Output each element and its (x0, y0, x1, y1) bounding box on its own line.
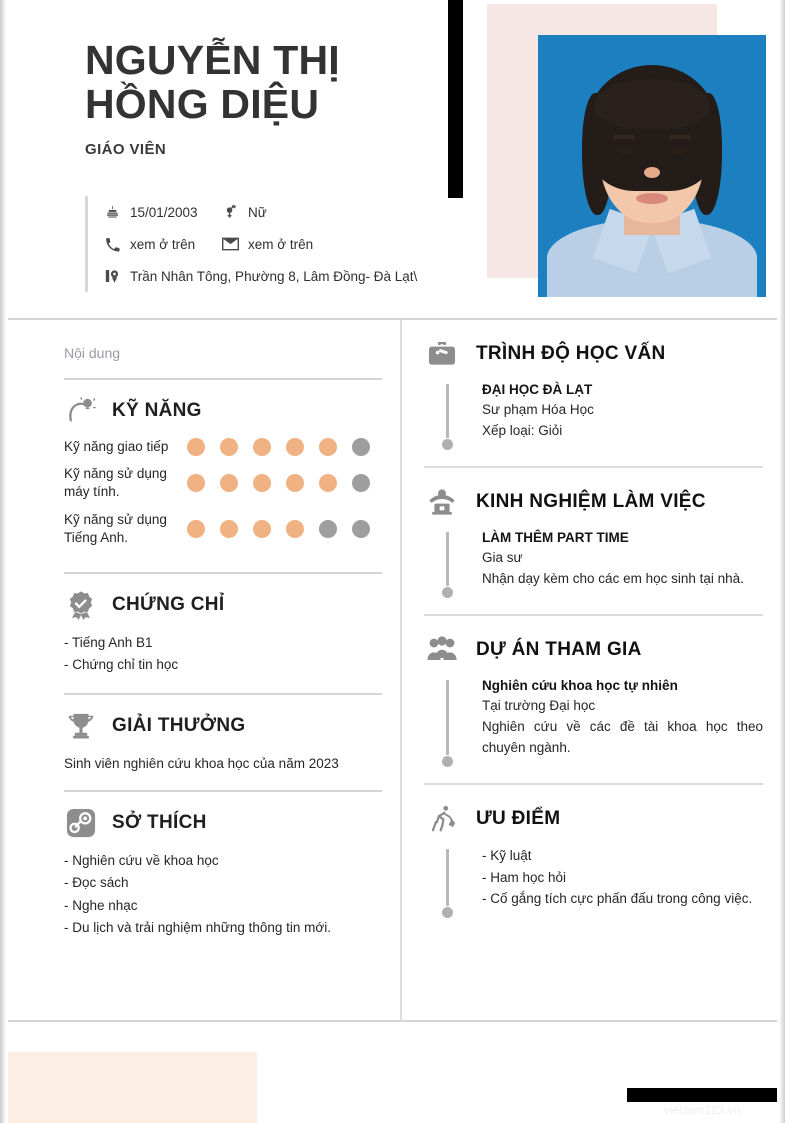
dot-filled (253, 520, 271, 538)
certificate-item: - Chứng chỉ tin học (64, 657, 179, 673)
contact-gender-text: Nữ (248, 204, 267, 220)
skills-list (64, 438, 382, 547)
dot-filled (187, 520, 205, 538)
contact-row-address (101, 260, 445, 292)
dot-filled (220, 474, 238, 492)
hobby-item: - Nghe nhạc (64, 897, 138, 913)
dot-filled (286, 474, 304, 492)
timeline-line (446, 849, 449, 906)
timeline-line (446, 532, 449, 586)
section-certificates (64, 574, 382, 695)
section-hobbies (64, 792, 382, 955)
strengths-list (462, 845, 763, 920)
timeline-dot (442, 587, 453, 598)
dot-empty (352, 438, 370, 456)
dot-filled (253, 474, 271, 492)
experience-position: Gia sư (482, 550, 523, 566)
photo-eye-left (617, 147, 632, 155)
contact-email (219, 237, 313, 252)
education-grade: Xếp loại: Giỏi (482, 423, 563, 439)
awards-title: GIẢI THƯỞNG (112, 714, 246, 736)
section-awards (64, 695, 382, 793)
contact-gender (219, 204, 267, 220)
timeline-line (446, 384, 449, 438)
cv-body (0, 320, 785, 1020)
right-column (400, 320, 785, 1020)
project-description: Nghiên cứu về các đề tài khoa học theo chuyên ngành. (482, 719, 763, 756)
photo-eye-right (672, 147, 687, 155)
project-entry (462, 676, 763, 769)
timeline-rail (438, 845, 462, 920)
gender-icon (219, 204, 241, 220)
education-major: Sư phạm Hóa Học (482, 402, 594, 418)
dot-filled (286, 438, 304, 456)
skill-rating-dots (187, 520, 370, 538)
skill-row (64, 465, 382, 501)
contact-row-birthday-gender (101, 196, 445, 228)
certificates-list (64, 632, 382, 677)
left-column (0, 320, 400, 1020)
project-name: Nghiên cứu khoa học tự nhiên (482, 678, 678, 694)
hobby-item: - Đọc sách (64, 875, 129, 891)
awards-text: Sinh viên nghiên cứu khoa học của năm 2023 (64, 755, 339, 771)
skills-title: KỸ NĂNG (112, 400, 202, 421)
candidate-job-title: GIÁO VIÊN (85, 140, 167, 158)
contact-email-text: xem ở trên (248, 236, 314, 252)
skill-row (64, 438, 382, 456)
dot-filled (319, 438, 337, 456)
dot-empty (352, 520, 370, 538)
hobbies-title: SỞ THÍCH (112, 812, 207, 834)
experience-entry (462, 528, 763, 600)
hobby-item: - Nghiên cứu về khoa học (64, 853, 219, 869)
photo-eyebrow-left (613, 135, 635, 139)
content-placeholder-text: Nội dung (64, 345, 121, 361)
contact-row-phone-email (101, 228, 445, 260)
strength-item: - Kỹ luật (482, 848, 532, 864)
strengths-header (424, 801, 763, 837)
badge-check-icon (64, 588, 98, 622)
candidate-name-line1: NGUYỄN THỊ (85, 37, 340, 83)
dot-filled (187, 438, 205, 456)
skill-rating-dots (187, 438, 370, 456)
dot-filled (319, 474, 337, 492)
head-lightbulb-icon (64, 394, 98, 428)
briefcase-icon (424, 336, 460, 372)
skill-rating-dots (187, 474, 370, 492)
education-header (424, 336, 763, 372)
certificate-item: - Tiếng Anh B1 (64, 635, 153, 651)
dot-filled (220, 438, 238, 456)
contact-address-text: Trần Nhân Tông, Phường 8, Lâm Đồng- Đà Lạt\ (130, 268, 418, 284)
name-block (85, 38, 435, 158)
footer-divider (8, 1020, 777, 1022)
certificates-title: CHỨNG CHỈ (112, 594, 225, 616)
timeline-dot (442, 439, 453, 450)
timeline-line (446, 680, 449, 755)
certificates-header (64, 588, 382, 622)
education-timeline (424, 380, 763, 452)
experience-description: Nhận dạy kèm cho các em học sinh tại nhà. (482, 571, 744, 587)
cake-icon (101, 205, 123, 220)
timeline-rail (438, 676, 462, 769)
people-group-icon (424, 632, 460, 668)
decor-black-bar (448, 0, 463, 198)
project-place: Tại trường Đại học (482, 698, 596, 714)
office-worker-icon (424, 484, 460, 520)
projects-timeline (424, 676, 763, 769)
strength-item: - Cố gắng tích cực phấn đấu trong công việc. (482, 891, 753, 907)
timeline-dot (442, 756, 453, 767)
projects-header (424, 632, 763, 668)
hobbies-list (64, 850, 382, 939)
contact-birthday-text: 15/01/2003 (130, 204, 198, 220)
projects-title: DỰ ÁN THAM GIA (476, 639, 642, 661)
contact-phone (101, 237, 219, 252)
cv-header (0, 0, 785, 318)
dot-filled (253, 438, 271, 456)
dot-filled (220, 520, 238, 538)
experience-header (424, 484, 763, 520)
dot-empty (319, 520, 337, 538)
section-education (424, 320, 763, 468)
education-school: ĐẠI HỌC ĐÀ LẠT (482, 382, 593, 397)
strength-item: - Ham học hỏi (482, 869, 567, 885)
section-projects (424, 616, 763, 785)
decor-peach-rectangle (8, 1052, 257, 1123)
contact-phone-text: xem ở trên (130, 236, 196, 252)
strengths-timeline (424, 845, 763, 920)
skill-row (64, 511, 382, 547)
dot-empty (352, 474, 370, 492)
timeline-rail (438, 380, 462, 452)
education-entry (462, 380, 763, 452)
dot-filled (286, 520, 304, 538)
photo-eyebrow-right (669, 135, 691, 139)
section-strengths (424, 785, 763, 934)
map-marker-icon (101, 268, 123, 284)
person-running-icon (424, 801, 460, 837)
section-experience (424, 468, 763, 616)
email-icon (219, 237, 241, 251)
dot-filled (187, 474, 205, 492)
hobby-icon (64, 806, 98, 840)
section-skills (64, 380, 382, 574)
awards-header (64, 709, 382, 743)
skills-header (64, 394, 382, 428)
education-title: TRÌNH ĐỘ HỌC VẤN (476, 343, 666, 364)
photo-fringe (594, 79, 710, 129)
experience-timeline (424, 528, 763, 600)
skill-label: Kỹ năng sử dụng máy tính. (64, 466, 167, 500)
timeline-rail (438, 528, 462, 600)
contact-birthday (101, 205, 219, 220)
trophy-icon (64, 709, 98, 743)
hobby-item: - Du lịch và trải nghiệm những thông tin mới. (64, 920, 332, 936)
strengths-title: ƯU ĐIỂM (476, 808, 561, 830)
decor-black-footer-bar (627, 1088, 777, 1102)
photo-mouth (636, 193, 668, 204)
photo-nose (644, 167, 660, 178)
hobbies-header (64, 806, 382, 840)
experience-role: LÀM THÊM PART TIME (482, 530, 629, 546)
experience-title: KINH NGHIỆM LÀM VIỆC (476, 491, 706, 513)
skill-label: Kỹ năng sử dụng Tiếng Anh. (64, 511, 167, 545)
profile-photo (538, 35, 766, 297)
watermark: vieclam123.vn (663, 1103, 741, 1117)
timeline-dot (442, 907, 453, 918)
contact-address (101, 268, 417, 284)
skill-label: Kỹ năng giao tiếp (64, 439, 169, 454)
contact-block (85, 196, 445, 292)
phone-icon (101, 237, 123, 252)
candidate-name-line2: HỒNG DIỆU (85, 81, 320, 128)
content-placeholder-field[interactable] (64, 328, 382, 380)
